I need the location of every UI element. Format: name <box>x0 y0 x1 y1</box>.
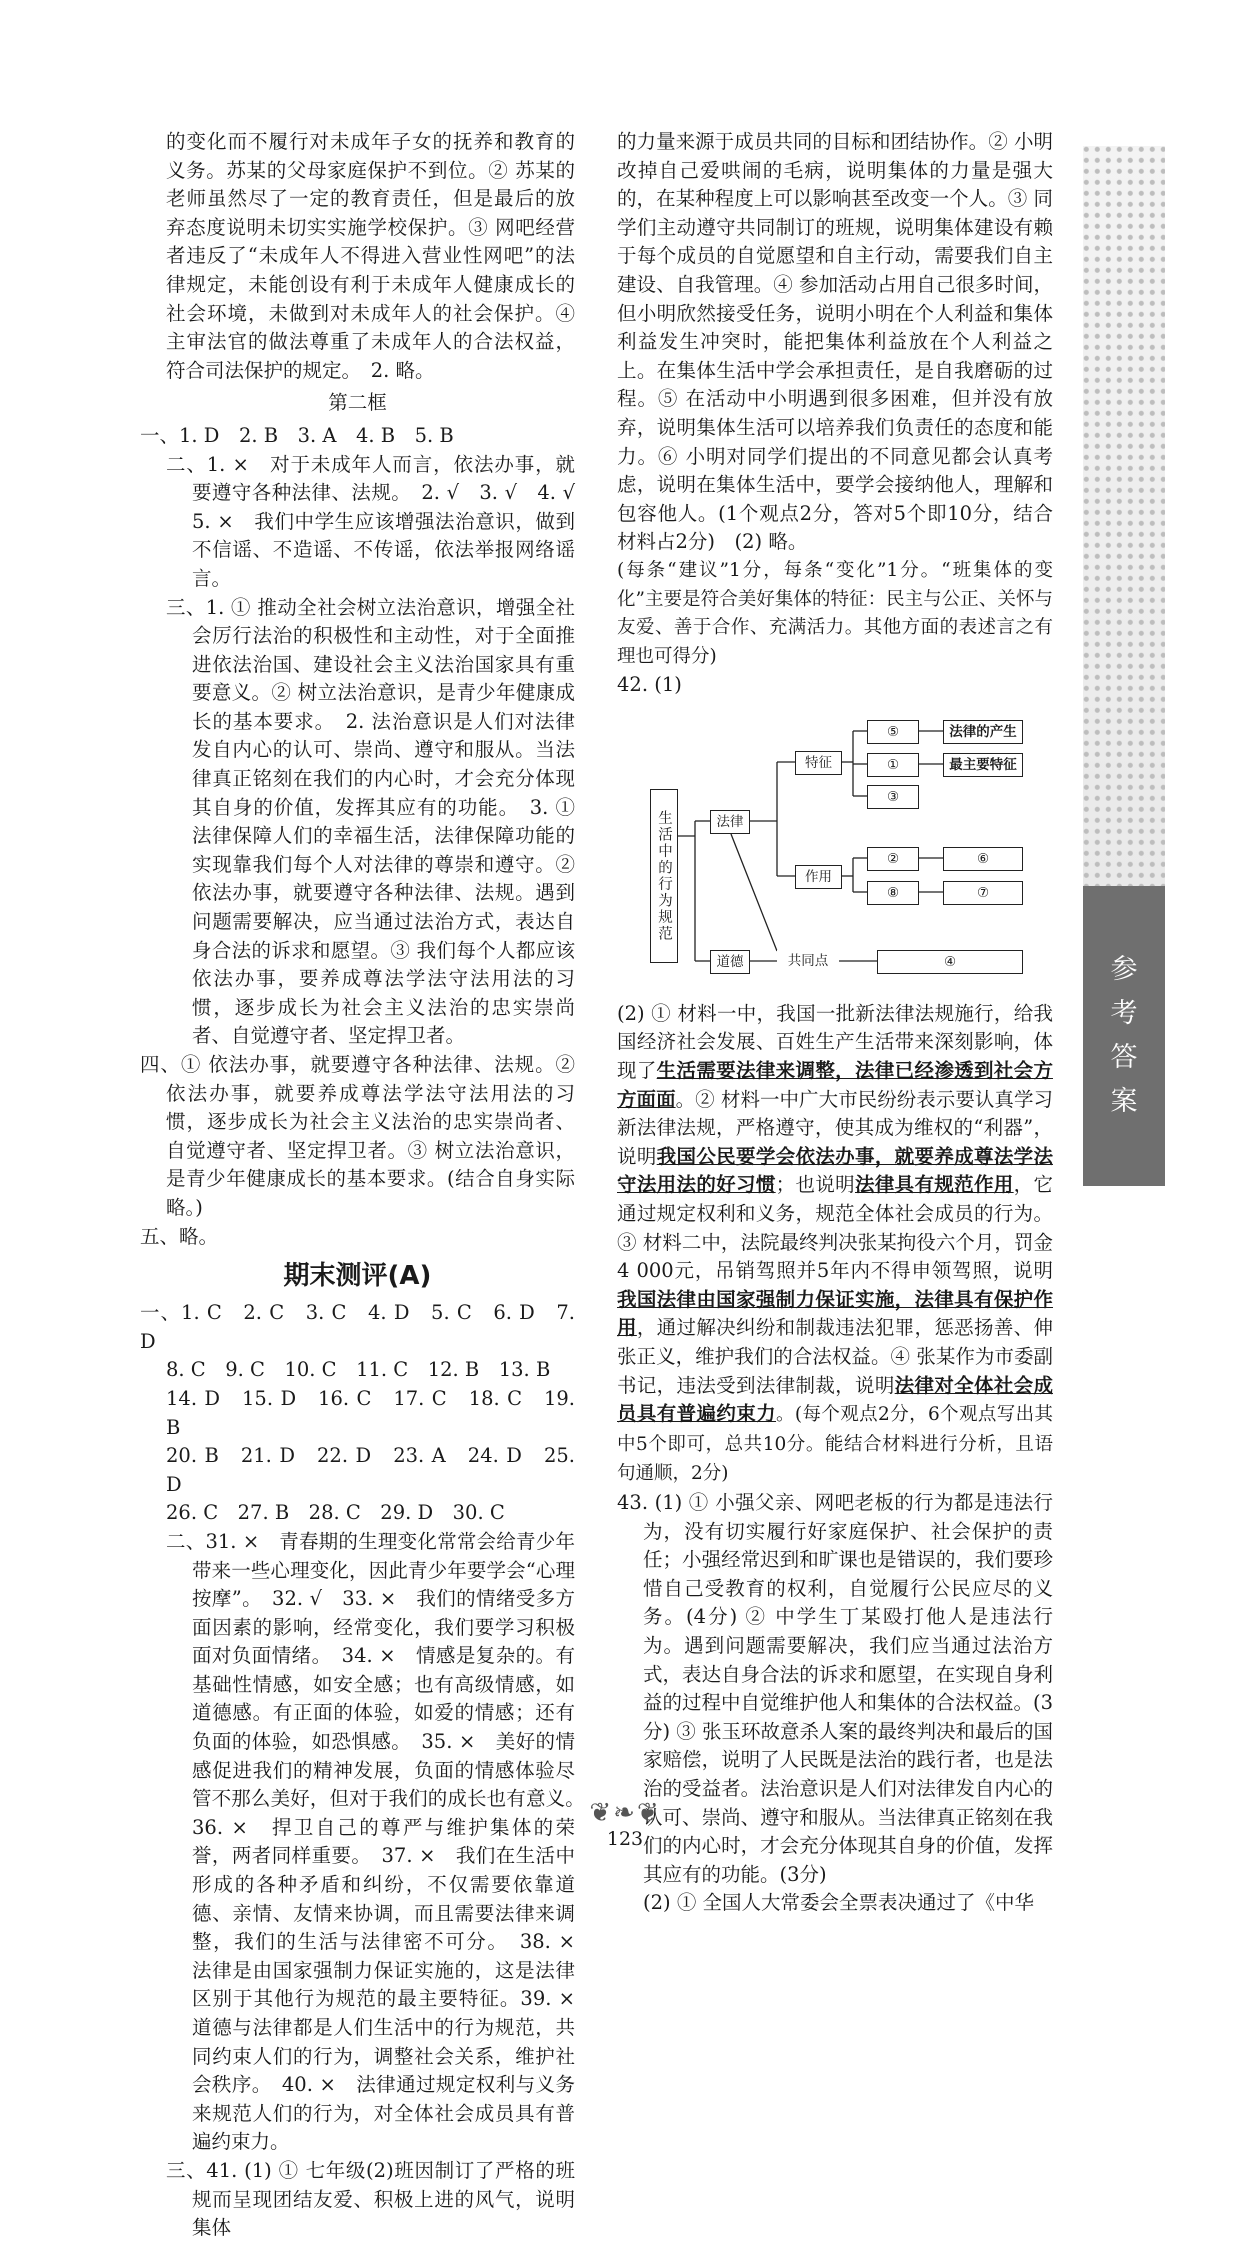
box-common: 共同点 <box>777 950 839 972</box>
judgment-answers: 二、31. × 青春期的生理变化常常会给青少年带来一些心理变化，因此青少年要学会“心理按摩”。 32. √ 33. × 我们的情绪受多方面因素的影响，经常变化，我们要学习积极面对负面情绪。 34. × 情感是复杂的。有基础性情感，如安全感；也有高级情感，如道德感。有正面的体验，如爱的情感；还有负面的体验，如恐惧感。 35. × 美好的情感促进我们的精神发展，负面的情感体验尽管不那么美好，但对于我们的成长也有意义。 36. × 捍卫自己的尊严与维护集体的荣誉，两者同样重要。 37. × 我们在生活中形成的各种矛盾和纠纷，不仅需要依靠道德、亲情、友情来协调，而且需要法律来调整，我们的生活与法律密不可分。 38. × 法律是由国家强制力保证实施的，这是法律区别于其他行为规范的最主要特征。39. × 道德与法律都是人们生活中的行为规范，共同约束人们的行为，调整社会关系，维护社会秩序。 40. × 法律通过规定权利与义务来规范人们的行为，对全体社会成员具有普遍约束力。 <box>166 1529 595 2154</box>
box-5: ⑤ <box>867 720 919 744</box>
key-point-3: 法律具有规范作用 <box>854 1173 1014 1197</box>
tab-char-4: 案 <box>1110 1086 1138 1117</box>
q41-note: (每条“建议”1分，每条“变化”1分。“班集体的变化”主要是符合美好集体的特征：民主与公正、关怀与友爱、善于合作、充满活力。其他方面的表述言之有理也可得分) <box>617 559 1053 667</box>
exam-title: 期末测评(A) <box>283 1261 432 1292</box>
box-life-norms <box>650 789 678 963</box>
mc-line-4: 20. B 21. D 22. D 23. A 24. D 25. D <box>166 1444 575 1496</box>
q43-part2: (2) ① 全国人大常委会全票表决通过了《中华 <box>643 1891 1035 1915</box>
concept-diagram <box>617 706 1053 996</box>
mc-line-2: 8. C 9. C 10. C 11. C 12. B 13. B <box>166 1358 551 1382</box>
side-pattern <box>1083 146 1165 886</box>
box-6: ⑥ <box>943 847 1023 871</box>
q42-label: 42. (1) <box>617 673 682 697</box>
key-point-5: 法律对全体社会成员具有普遍约束力 <box>617 1373 1053 1426</box>
box-main-feature: 最主要特征 <box>943 753 1023 777</box>
answer-section-1: 一、1. D 2. B 3. A 4. B 5. B <box>140 423 454 447</box>
box-8: ⑧ <box>867 881 919 905</box>
box-2: ② <box>867 847 919 871</box>
box-3: ③ <box>867 785 919 809</box>
mc-line-5: 26. C 27. B 28. C 29. D 30. C <box>166 1501 505 1525</box>
q43-answer: 43. (1) ① 小强父亲、网吧老板的行为都是违法行为，没有切实履行好家庭保护、社会保护的责任；小强经常迟到和旷课也是错误的，我们要珍惜自己受教育的权利，自觉履行公民应尽的义务。(4分) ② 中学生丁某殴打他人是违法行为。遇到问题需要解决，我们应当通过法治方式，表达自身合法的诉求和愿望，在实现自身利益的过程中自觉维护他人和集体的合法权益。(3分) ③ 张玉环故意杀人案的最终判决和最后的国家赔偿，说明了人民既是法治的践行者，也是法治的受益者。法治意识是人们对法律发自内心的认可、崇尚、遵守和服从。当法律真正铭刻在我们的内心时，才会充分体现其自身的价值，发挥其应有的功能。(3分) <box>617 1490 1054 1886</box>
kuang-title: 第二框 <box>328 391 387 415</box>
q41-start: 三、41. (1) ① 七年级(2)班因制订了严格的班规而呈现团结友爱、积极上进的风气，说明集体 <box>166 2158 575 2240</box>
label-life-norms: 生活中的行为规范 <box>656 809 672 942</box>
answer-section-2: 二、1. × 对于未成年人而言，依法办事，就要遵守各种法律、法规。 2. √ 3. √ 4. √ 5. × 我们中学生应该增强法治意识，做到不信谣、不造谣、不传谣，依法举报网络谣言。 <box>166 452 595 590</box>
tab-char-2: 考 <box>1110 998 1138 1029</box>
page-footer <box>565 1798 685 1850</box>
q41-continued: 的力量来源于成员共同的目标和团结协作。② 小明改掉自己爱哄闹的毛病，说明集体的力量是强大的，在某种程度上可以影响甚至改变一个人。③ 同学们主动遵守共同制订的班规，说明集体建设有赖于每个成员的自觉愿望和自主行动，需要我们自主建设、自我管理。④ 参加活动占用自己很多时间，但小明欣然接受任务，说明小明在个人利益和集体利益发生冲突时，能把集体利益放在个人利益之上。在集体生活中学会承担责任，是自我磨砺的过程。⑤ 在活动中小明遇到很多困难，但并没有放弃，说明集体生活可以培养我们负责任的态度和能力。⑥ 小明对同学们提出的不同意见都会认真考虑，说明在集体生活中，要学会接纳他人，理解和包容他人。(1个观点2分，答对5个即10分，结合材料占2分) (2) 略。 <box>617 130 1053 554</box>
tab-char-1: 参 <box>1110 954 1138 985</box>
box-morality: 道德 <box>710 950 750 974</box>
key-point-4: 我国法律由国家强制力保证实施，法律具有保护作用 <box>617 1287 1053 1340</box>
box-1: ① <box>867 753 919 777</box>
answer-section-5: 五、略。 <box>140 1224 219 1248</box>
answer-section-3: 三、1. ① 推动全社会树立法治意识，增强全社会厉行法治的积极性和主动性，对于全面推进依法治国、建设社会主义法治国家具有重要意义。② 树立法治意识，是青少年健康成长的基本要求。 2. 法治意识是人们对法律发自内心的认可、崇尚、遵守和服从。当法律真正铭刻在我们的内心时，才会充分体现其自身的价值，发挥其应有的功能。 3. ① 法律保障人们的幸福生活，法律保障功能的实现靠我们每个人对法律的尊崇和遵守。② 依法办事，就要遵守各种法律、法规。遇到问题需要解决，应当通过法治方式，表达自身合法的诉求和愿望。③ 我们每个人都应该依法办事，要养成尊法学法守法用法的习惯，逐步成长为社会主义法治的忠实崇尚者、自觉遵守者、坚定捍卫者。 <box>166 595 575 1048</box>
left-column <box>140 128 595 2243</box>
box-feature: 特征 <box>795 751 842 775</box>
reference-answers-tab <box>1083 886 1165 1186</box>
page-number: 123 <box>606 1828 644 1850</box>
tab-char-3: 答 <box>1110 1042 1138 1073</box>
side-decoration <box>1083 146 1165 1186</box>
box-law-origin: 法律的产生 <box>943 720 1023 744</box>
box-4: ④ <box>877 950 1023 974</box>
floral-ornament-icon: ❦❧❦ <box>589 1798 661 1828</box>
right-column <box>617 128 1053 1918</box>
box-law: 法律 <box>710 810 750 834</box>
key-point-1: 生活需要法律来调整，法律已经渗透到社会方方面面 <box>617 1059 1053 1111</box>
mc-line-3: 14. D 15. D 16. C 17. C 18. C 19. B <box>166 1386 575 1439</box>
key-point-2: 我国公民要学会依法办事，就要养成尊法学法守法用法的好习惯 <box>617 1144 1053 1197</box>
q42-part2: (2) ① 材料一中，我国一批新法律法规施行，给我国经济社会发展、百姓生产生活带来深刻影响，体现了生活需要法律来调整，法律已经渗透到社会方方面面。② 材料一中广大市民纷纷表示要认真学习新法律法规，严格遵守，使其成为维权的“利器”，说明我国公民要学会依法办事，就要养成尊法学法守法用法的好习惯；也说明法律具有规范作用，它通过规定权利和义务，规范全体社会成员的行为。③ 材料二中，法院最终判决张某拘役六个月，罚金4 000元，吊销驾照并5年内不得申领驾照，说明我国法律由国家强制力保证实施，法律具有保护作用，通过解决纠纷和制裁违法犯罪，惩恶扬善、伸张正义，维护我们的合法权益。④ 张某作为市委副书记，违法受到法律制裁，说明法律对全体社会成员具有普遍约束力。(每个观点2分，6个观点写出其中5个即可，总共10分。能结合材料进行分析，且语句通顺，2分) <box>617 1001 1053 1485</box>
mc-line-1: 一、1. C 2. C 3. C 4. D 5. C 6. D 7. D <box>140 1301 575 1353</box>
answer-section-4: 四、① 依法办事，就要遵守各种法律、法规。② 依法办事，就要养成尊法学法守法用法的习惯，逐步成长为社会主义法治的忠实崇尚者、自觉遵守者、坚定捍卫者。③ 树立法治意识，是青少年健康成长的基本要求。(结合自身实际略。) <box>140 1053 575 1219</box>
paragraph-intro: 的变化而不履行对未成年子女的抚养和教育的义务。苏某的父母家庭保护不到位。② 苏某的老师虽然尽了一定的教育责任，但是最后的放弃态度说明未切实实施学校保护。③ 网吧经营者违反了“未成年人不得进入营业性网吧”的法律规定，未能创设有利于未成年人健康成长的社会环境，未做到对未成年人的社会保护。④ 主审法官的做法尊重了未成年人的合法权益，符合司法保护的规定。 2. 略。 <box>166 130 575 382</box>
box-7: ⑦ <box>943 881 1023 905</box>
box-function: 作用 <box>795 865 842 889</box>
